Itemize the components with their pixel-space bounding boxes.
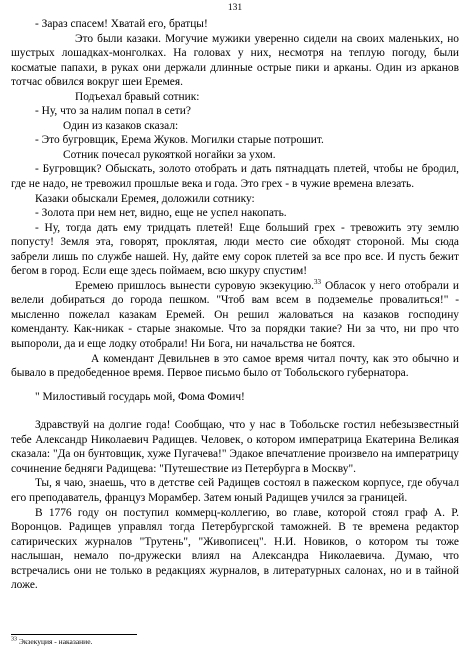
footnote-divider xyxy=(11,634,137,635)
letter-salutation: " Милостивый государь мой, Фома Фомич! xyxy=(35,390,245,403)
paragraph-13: А комендант Девильнев в это самое время читал почту, как это обычно и бывало в предобеденное время. Первое письмо было от Тобольского губернатора. xyxy=(11,352,459,380)
paragraph-16: Ты, я чаю, знаешь, что в детстве сей Радищев состоял в пажеском корпусе, где обучал его преподаватель, француз Морамбер. Затем юный Радищев учился за границей. xyxy=(11,477,459,504)
paragraph-7: Сотник почесал рукояткой ногайки за ухом. xyxy=(63,148,276,161)
paragraph-12 xyxy=(11,279,459,352)
paragraph-3: Подъехал бравый сотник: xyxy=(75,90,200,103)
paragraph-1: - Зараз спасем! Хватай его, братцы! xyxy=(35,18,208,30)
paragraph-6: - Это бугровщик, Ерема Жуков. Могилки старые потрошит. xyxy=(35,134,324,147)
paragraph-12-text-b: Обласок у него отобрали и велели добираться до города пешком. "Чтоб вам всем в подземелье провалиться!" - мысленно пожелал казакам Еремей. Он решил жаловаться на казаков господину коменданту. Как-никак - старые знакомые. Что за порядки такие? Ни за что, ни про что выпороли, да и еще лодку отобрали! Ни Бога, ни начальства не боятся. xyxy=(11,279,459,351)
paragraph-5: Один из казаков сказал: xyxy=(63,119,179,132)
paragraph-17: В 1776 году он поступил коммерц-коллегию, во главе, которой стоял граф А. Р. Воронцов. Радищев управлял тогда Петербургской таможней. В те времена редактор сатирических журналов "Трутень", "Живописец". Н.И. Новиков, о котором ты тоже наслышан, немало по-дружески влиял на Александра Николаевича. Думаю, что встречались они не только в редакциях журналов, в литературных салонах, но и в тайной ложе. xyxy=(11,506,459,592)
paragraph-8: - Бугровщик? Обыскать, золото отобрать и дать пятнадцать плетей, чтобы не бродил, где не надо, не тревожил прошлые века и года. Это грех - в чужие времена влезать. xyxy=(11,163,459,191)
footnote-reference[interactable]: 33 xyxy=(314,278,322,287)
footnote xyxy=(11,637,92,646)
paragraph-9: Казаки обыскали Еремея, доложили сотнику: xyxy=(35,192,255,205)
paragraph-15: Здравствуй на долгие года! Сообщаю, что у нас в Тобольске гостил небезызвестный тебе Александр Николаевич Радищев. Человек, о котором императрица Екатерина Великая сказала: "Да он бунтовщик, хуже Пугачева!" Эдакое впечатление произвело на императрицу сочинение бедняги Радищева: "Путешествие из Петербурга в Москву". xyxy=(11,419,459,475)
spacer xyxy=(11,404,459,418)
paragraph-10: - Золота при нем нет, видно, еще не успел накопать. xyxy=(35,207,287,220)
paragraph-12-text-a: Еремею пришлось вынести суровую экзекуцию. xyxy=(75,279,315,292)
paragraph-4: - Ну, что за налим попал в сети? xyxy=(35,105,191,118)
paragraph-11: - Ну, тогда дать ему тридцать плетей! Еще больший грех - тревожить эту землю попусту! Земля эта, говорят, проклятая, люди место сие обходят стороной. Мы сюда забрели лишь по службе нашей. Ну, дайте ему сорок плетей за все про все. И пусть бежит бегом в город. Если еще здесь поймаем, всю шкуру спустим! xyxy=(11,221,459,278)
page-body xyxy=(11,17,459,593)
footnote-number: 33 xyxy=(11,636,17,643)
paragraph-2: Это были казаки. Могучие мужики уверенно сидели на своих маленьких, но шустрых лошадках-монголках. На головах у них, несмотря на теплую погоду, были косматые папахи, в руках они держали длинные острые пики и арканы. Один из арканов тотчас обвился вокруг шеи Еремея. xyxy=(11,32,459,89)
spacer xyxy=(11,381,459,390)
page-number: 131 xyxy=(227,3,243,13)
footnote-text: Экзекуция - наказание. xyxy=(17,637,93,646)
